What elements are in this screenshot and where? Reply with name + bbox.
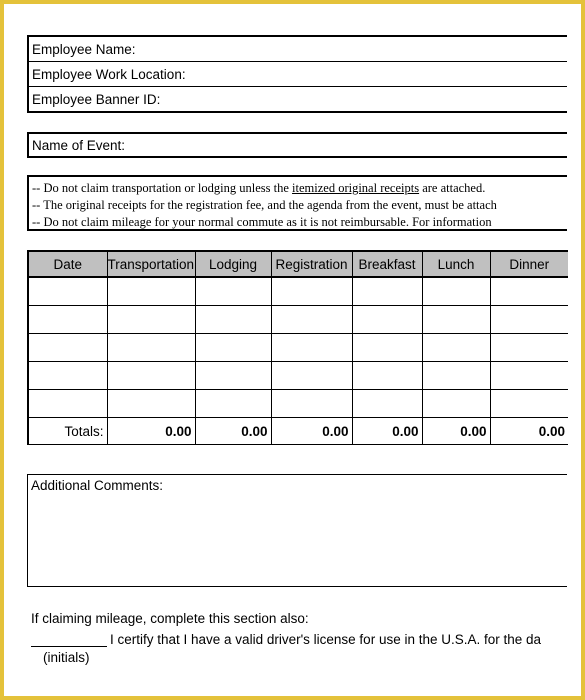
additional-comments-field[interactable] (27, 474, 567, 587)
table-cell[interactable] (107, 390, 195, 418)
table-cell[interactable] (422, 277, 490, 306)
employee-info-box (27, 35, 567, 113)
instruction-text: -- Do not claim mileage for your normal commute as it is not reimbursable. For information (32, 215, 492, 229)
total-lodging: 0.00 (195, 418, 271, 445)
employee-location-label: Employee Work Location: (32, 67, 186, 82)
table-row (28, 306, 568, 334)
table-cell[interactable] (195, 277, 271, 306)
additional-comments-label: Additional Comments: (31, 478, 164, 493)
table-cell[interactable] (195, 390, 271, 418)
column-header-lodging: Lodging (195, 251, 271, 277)
table-row (28, 277, 568, 306)
table-cell[interactable] (195, 306, 271, 334)
instruction-line (32, 197, 567, 214)
table-cell[interactable] (490, 362, 568, 390)
employee-banner-label: Employee Banner ID: (32, 92, 161, 107)
table-row (28, 334, 568, 362)
instruction-text: -- The original receipts for the registration fee, and the agenda from the event, must be attach (32, 198, 497, 212)
instruction-text-end: are attached. (419, 181, 486, 195)
table-cell[interactable] (28, 277, 107, 306)
column-header-registration: Registration (271, 251, 352, 277)
column-header-dinner: Dinner (490, 251, 568, 277)
table-cell[interactable] (422, 390, 490, 418)
employee-name-field[interactable] (29, 37, 567, 62)
column-header-date: Date (28, 251, 107, 277)
event-name-field[interactable] (27, 132, 567, 158)
instruction-line (32, 180, 567, 197)
table-cell[interactable] (352, 362, 422, 390)
table-cell[interactable] (107, 306, 195, 334)
total-dinner: 0.00 (490, 418, 568, 445)
mileage-section-heading: If claiming mileage, complete this section also: (31, 611, 309, 626)
table-cell[interactable] (28, 306, 107, 334)
table-cell[interactable] (107, 334, 195, 362)
table-cell[interactable] (422, 306, 490, 334)
table-cell[interactable] (107, 362, 195, 390)
table-cell[interactable] (490, 306, 568, 334)
total-lunch: 0.00 (422, 418, 490, 445)
initials-line[interactable] (31, 646, 107, 647)
table-cell[interactable] (271, 390, 352, 418)
table-cell[interactable] (195, 334, 271, 362)
table-cell[interactable] (352, 277, 422, 306)
expense-table (27, 250, 568, 445)
employee-location-field[interactable] (29, 62, 567, 87)
instruction-text: -- Do not claim transportation or lodging unless the (32, 181, 293, 195)
table-cell[interactable] (28, 390, 107, 418)
table-header-row (28, 251, 568, 277)
instructions-box (27, 175, 567, 231)
table-cell[interactable] (195, 362, 271, 390)
instruction-line (32, 214, 567, 231)
employee-name-label: Employee Name: (32, 42, 136, 57)
table-cell[interactable] (271, 306, 352, 334)
column-header-lunch: Lunch (422, 251, 490, 277)
table-cell[interactable] (352, 390, 422, 418)
table-cell[interactable] (490, 334, 568, 362)
table-row (28, 362, 568, 390)
totals-row (28, 418, 568, 445)
employee-banner-field[interactable] (29, 87, 567, 112)
column-header-transportation: Transportation (107, 251, 195, 277)
initials-label: (initials) (43, 650, 90, 665)
table-cell[interactable] (352, 306, 422, 334)
table-cell[interactable] (107, 277, 195, 306)
table-cell[interactable] (271, 362, 352, 390)
table-cell[interactable] (271, 277, 352, 306)
license-certification-text: I certify that I have a valid driver's license for use in the U.S.A. for the da (110, 632, 542, 647)
table-cell[interactable] (28, 362, 107, 390)
table-cell[interactable] (490, 277, 568, 306)
table-cell[interactable] (422, 334, 490, 362)
table-cell[interactable] (352, 334, 422, 362)
table-cell[interactable] (490, 390, 568, 418)
totals-label: Totals: (28, 418, 107, 445)
table-cell[interactable] (271, 334, 352, 362)
total-transportation: 0.00 (107, 418, 195, 445)
event-name-label: Name of Event: (32, 138, 126, 153)
column-header-breakfast: Breakfast (352, 251, 422, 277)
table-row (28, 390, 568, 418)
total-registration: 0.00 (271, 418, 352, 445)
instruction-underlined-text: itemized original receipts (292, 181, 420, 195)
table-cell[interactable] (28, 334, 107, 362)
table-cell[interactable] (422, 362, 490, 390)
total-breakfast: 0.00 (352, 418, 422, 445)
